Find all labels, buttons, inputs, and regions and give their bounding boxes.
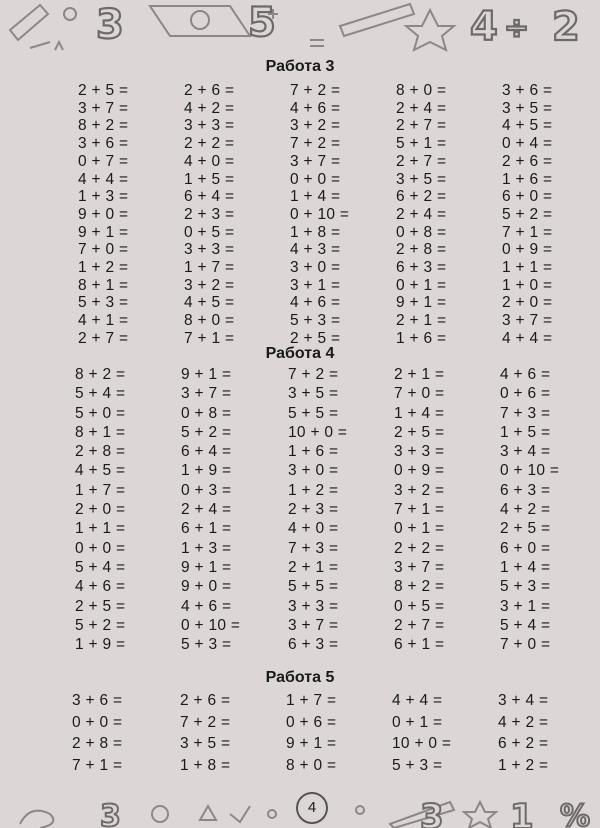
exercise-item: 1 + 2 =	[78, 259, 129, 277]
exercise-item: 0 + 4 =	[502, 135, 553, 153]
exercise-item: 1 + 1 =	[502, 259, 553, 277]
exercise-item: 6 + 1 =	[394, 636, 445, 654]
exercise-item: 3 + 2 =	[184, 276, 235, 294]
exercise-item: 4 + 6 =	[290, 294, 341, 312]
exercise-item: 1 + 9 =	[75, 636, 126, 654]
exercise-item: 3 + 3 =	[184, 117, 235, 135]
exercise-item: 5 + 2 =	[181, 423, 232, 441]
exercise-item: 5 + 2 =	[502, 205, 553, 223]
exercise-item: 5 + 3 =	[181, 636, 232, 654]
exercise-item: 9 + 0 =	[181, 578, 232, 596]
exercise-item: 3 + 2 =	[290, 117, 341, 135]
exercise-item: 2 + 8 =	[396, 241, 447, 259]
exercise-item: 3 + 7 =	[502, 312, 553, 330]
exercise-item: 7 + 1 =	[502, 223, 553, 241]
exercise-column	[396, 82, 446, 348]
star-icon	[406, 10, 454, 50]
exercise-item: 2 + 2 =	[394, 539, 445, 557]
exercise-item: 9 + 1 =	[396, 294, 447, 312]
exercise-item: 1 + 2 =	[288, 481, 339, 499]
exercise-item: 3 + 7 =	[288, 616, 339, 634]
exercise-item: 2 + 5 =	[78, 82, 129, 99]
exercise-item: 8 + 0 =	[396, 82, 447, 99]
exercise-item: 0 + 0 =	[75, 539, 126, 557]
exercise-item: 3 + 0 =	[290, 259, 341, 277]
exercise-item: 2 + 3 =	[184, 205, 235, 223]
exercise-item: 6 + 4 =	[181, 443, 232, 461]
exercise-item: 7 + 1 =	[184, 329, 235, 347]
exercise-item: 7 + 2 =	[180, 713, 231, 731]
exercise-item: 4 + 3 =	[290, 241, 341, 259]
exercise-item: 0 + 10 =	[500, 462, 560, 480]
decor-digit: 5	[248, 0, 276, 46]
exercise-item: 4 + 4 =	[502, 329, 553, 347]
exercise-column	[184, 82, 234, 348]
exercise-item: 4 + 5 =	[75, 462, 126, 480]
decor-symbol: ÷	[504, 11, 530, 46]
exercise-item: 4 + 0 =	[288, 520, 339, 538]
exercise-item: 7 + 3 =	[288, 539, 339, 557]
exercise-item: 2 + 1 =	[396, 312, 447, 330]
exercise-item: 0 + 6 =	[286, 713, 337, 731]
exercise-item: 5 + 4 =	[500, 616, 551, 634]
exercise-item: 3 + 5 =	[396, 170, 447, 188]
exercise-item: 1 + 4 =	[394, 404, 445, 422]
triangle-icon	[200, 806, 216, 820]
exercise-item: 6 + 0 =	[500, 539, 551, 557]
exercise-item: 3 + 6 =	[502, 82, 553, 99]
top-doodle-border	[0, 0, 600, 56]
exercise-item: 0 + 10 =	[181, 616, 241, 634]
exercise-item: 0 + 0 =	[72, 713, 123, 731]
exercise-item: 1 + 6 =	[288, 443, 339, 461]
exercise-item: 3 + 3 =	[394, 443, 445, 461]
exercise-item: 3 + 4 =	[500, 443, 551, 461]
exercise-item: 0 + 3 =	[181, 481, 232, 499]
exercise-item: 1 + 5 =	[500, 423, 551, 441]
exercise-item: 4 + 6 =	[500, 366, 551, 383]
exercise-item: 1 + 6 =	[396, 329, 447, 347]
exercise-item: 2 + 5 =	[75, 597, 126, 615]
exercise-item: 3 + 6 =	[72, 692, 123, 709]
ruler-icon	[340, 4, 414, 36]
exercise-item: 2 + 1 =	[394, 366, 445, 383]
exercise-item: 5 + 3 =	[392, 756, 443, 774]
decor-digit: 3	[420, 797, 444, 828]
exercise-item: 6 + 3 =	[288, 636, 339, 654]
exercise-item: 8 + 2 =	[394, 578, 445, 596]
exercise-item: 6 + 3 =	[500, 481, 551, 499]
exercise-item: 2 + 7 =	[394, 616, 445, 634]
exercise-item: 5 + 4 =	[75, 558, 126, 576]
sun-icon	[64, 8, 76, 20]
exercise-item: 0 + 5 =	[184, 223, 235, 241]
exercise-item: 1 + 4 =	[290, 188, 341, 206]
exercise-item: 6 + 2 =	[396, 188, 447, 206]
decor-digit: 3	[96, 2, 124, 48]
exercise-item: 9 + 1 =	[181, 366, 232, 383]
exercise-item: 2 + 3 =	[288, 501, 339, 519]
exercise-item: 3 + 0 =	[288, 462, 339, 480]
exercise-item: 3 + 3 =	[184, 241, 235, 259]
exercise-item: 0 + 0 =	[290, 170, 341, 188]
exercise-item: 3 + 1 =	[290, 276, 341, 294]
exercise-item: 4 + 2 =	[498, 713, 549, 731]
exercise-column	[72, 690, 122, 776]
exercise-column	[502, 82, 552, 348]
exercise-item: 4 + 5 =	[184, 294, 235, 312]
section-title: Работа 4	[265, 345, 335, 362]
exercise-item: 6 + 1 =	[181, 520, 232, 538]
exercise-item: 0 + 1 =	[394, 520, 445, 538]
exercise-item: 8 + 1 =	[78, 276, 129, 294]
exercise-item: 6 + 0 =	[502, 188, 553, 206]
exercise-item: 1 + 8 =	[180, 756, 231, 774]
exercise-column	[392, 690, 451, 776]
exercise-item: 6 + 3 =	[396, 259, 447, 277]
exercise-item: 0 + 8 =	[181, 404, 232, 422]
exercise-item: 5 + 2 =	[75, 616, 126, 634]
exercise-item: 9 + 1 =	[181, 558, 232, 576]
exercise-item: 7 + 0 =	[394, 385, 445, 403]
exercise-item: 2 + 7 =	[78, 329, 129, 347]
exercise-item: 2 + 5 =	[290, 329, 341, 347]
exercise-item: 5 + 1 =	[396, 135, 447, 153]
exercise-item: 4 + 6 =	[290, 99, 341, 117]
flower-icon	[152, 806, 168, 822]
exercise-item: 5 + 5 =	[288, 578, 339, 596]
exercise-item: 4 + 2 =	[500, 501, 551, 519]
exercise-item: 0 + 10 =	[290, 205, 350, 223]
exercise-item: 4 + 4 =	[392, 692, 443, 709]
section-title: Работа 3	[265, 58, 335, 75]
exercise-column	[180, 690, 230, 776]
exercise-item: 2 + 6 =	[184, 82, 235, 99]
exercise-item: 7 + 1 =	[394, 501, 445, 519]
section-title: Работа 5	[265, 669, 335, 686]
exercise-item: 3 + 7 =	[290, 152, 341, 170]
star-icon	[464, 802, 496, 828]
exercise-item: 2 + 4 =	[181, 501, 232, 519]
exercise-item: 0 + 9 =	[502, 241, 553, 259]
exercise-item: 9 + 1 =	[286, 735, 337, 752]
exercise-item: 7 + 0 =	[78, 241, 129, 259]
exercise-item: 1 + 7 =	[75, 481, 126, 499]
exercise-item: 3 + 7 =	[181, 385, 232, 403]
exercise-item: 8 + 1 =	[75, 423, 126, 441]
exercise-item: 2 + 7 =	[396, 117, 447, 135]
exercise-item: 2 + 6 =	[180, 692, 231, 709]
exercise-column	[75, 365, 125, 654]
exercise-item: 1 + 3 =	[181, 539, 232, 557]
exercise-item: 1 + 4 =	[500, 558, 551, 576]
exercise-item: 7 + 2 =	[288, 366, 339, 383]
exercise-item: 2 + 2 =	[184, 135, 235, 153]
exercise-item: 8 + 2 =	[75, 366, 126, 383]
exercise-column	[394, 365, 444, 654]
exercise-item: 0 + 6 =	[500, 385, 551, 403]
page-number: 4	[296, 792, 328, 824]
exercise-item: 10 + 0 =	[288, 423, 348, 441]
exercise-item: 2 + 0 =	[75, 501, 126, 519]
exercise-item: 5 + 3 =	[290, 312, 341, 330]
exercise-item: 0 + 8 =	[396, 223, 447, 241]
exercise-item: 4 + 6 =	[75, 578, 126, 596]
decor-symbol: %	[560, 799, 591, 828]
exercise-column	[290, 82, 349, 348]
exercise-item: 3 + 7 =	[394, 558, 445, 576]
exercise-item: 0 + 7 =	[78, 152, 129, 170]
exercise-item: 4 + 4 =	[78, 170, 129, 188]
decor-digit: 2	[552, 4, 580, 50]
exercise-item: 7 + 3 =	[500, 404, 551, 422]
exercise-item: 1 + 5 =	[184, 170, 235, 188]
exercise-item: 8 + 2 =	[78, 117, 129, 135]
exercise-column	[181, 365, 240, 654]
exercise-item: 1 + 0 =	[502, 276, 553, 294]
exercise-item: 7 + 2 =	[290, 135, 341, 153]
exercise-item: 5 + 4 =	[75, 385, 126, 403]
exercise-item: 4 + 2 =	[184, 99, 235, 117]
exercise-item: 8 + 0 =	[286, 756, 337, 774]
exercise-item: 1 + 1 =	[75, 520, 126, 538]
exercise-item: 1 + 2 =	[498, 756, 549, 774]
exercise-item: 4 + 5 =	[502, 117, 553, 135]
exercise-item: 1 + 9 =	[181, 462, 232, 480]
exercise-item: 3 + 5 =	[288, 385, 339, 403]
exercise-item: 0 + 9 =	[394, 462, 445, 480]
exercise-item: 3 + 3 =	[288, 597, 339, 615]
apple-icon	[20, 811, 53, 828]
exercise-column	[498, 690, 548, 776]
exercise-item: 5 + 5 =	[288, 404, 339, 422]
exercise-item: 2 + 4 =	[396, 99, 447, 117]
exercise-item: 2 + 6 =	[502, 152, 553, 170]
exercise-item: 4 + 1 =	[78, 312, 129, 330]
exercise-item: 2 + 7 =	[396, 152, 447, 170]
exercise-item: 2 + 8 =	[72, 735, 123, 752]
exercise-item: 3 + 1 =	[500, 597, 551, 615]
exercise-item: 2 + 4 =	[396, 205, 447, 223]
exercise-item: 2 + 1 =	[288, 558, 339, 576]
exercise-item: 3 + 2 =	[394, 481, 445, 499]
exercise-item: 3 + 5 =	[502, 99, 553, 117]
exercise-column	[288, 365, 347, 654]
exercise-item: 7 + 2 =	[290, 82, 341, 99]
exercise-item: 3 + 7 =	[78, 99, 129, 117]
exercise-item: 2 + 8 =	[75, 443, 126, 461]
exercise-column	[500, 365, 559, 654]
exercise-item: 2 + 0 =	[502, 294, 553, 312]
exercise-item: 1 + 6 =	[502, 170, 553, 188]
exercise-item: 1 + 8 =	[290, 223, 341, 241]
exercise-item: 2 + 5 =	[500, 520, 551, 538]
exercise-item: 4 + 0 =	[184, 152, 235, 170]
exercise-item: 7 + 0 =	[500, 636, 551, 654]
exercise-item: 0 + 5 =	[394, 597, 445, 615]
exercise-item: 6 + 2 =	[498, 735, 549, 752]
exercise-item: 0 + 1 =	[392, 713, 443, 731]
decor-digit: 1	[510, 797, 534, 828]
decor-digit: 4	[470, 4, 498, 50]
doodle-top-icon	[0, 0, 600, 56]
exercise-item: 4 + 6 =	[181, 597, 232, 615]
exercise-item: 9 + 0 =	[78, 205, 129, 223]
exercise-item: 5 + 3 =	[500, 578, 551, 596]
exercise-item: 2 + 5 =	[394, 423, 445, 441]
exercise-item: 1 + 3 =	[78, 188, 129, 206]
exercise-item: 9 + 1 =	[78, 223, 129, 241]
exercise-item: 1 + 7 =	[286, 692, 337, 709]
exercise-column	[78, 82, 128, 348]
exercise-item: 3 + 6 =	[78, 135, 129, 153]
exercise-item: 3 + 5 =	[180, 735, 231, 752]
exercise-item: 0 + 1 =	[396, 276, 447, 294]
exercise-item: 10 + 0 =	[392, 735, 452, 752]
exercise-item: 8 + 0 =	[184, 312, 235, 330]
check-icon	[230, 806, 250, 822]
exercise-item: 7 + 1 =	[72, 756, 123, 774]
exercise-item: 5 + 3 =	[78, 294, 129, 312]
exercise-item: 3 + 4 =	[498, 692, 549, 709]
decor-digit: 3	[100, 799, 121, 828]
pencil-icon	[10, 5, 48, 40]
exercise-item: 1 + 7 =	[184, 259, 235, 277]
exercise-column	[286, 690, 336, 776]
exercise-item: 6 + 4 =	[184, 188, 235, 206]
exercise-item: 5 + 0 =	[75, 404, 126, 422]
